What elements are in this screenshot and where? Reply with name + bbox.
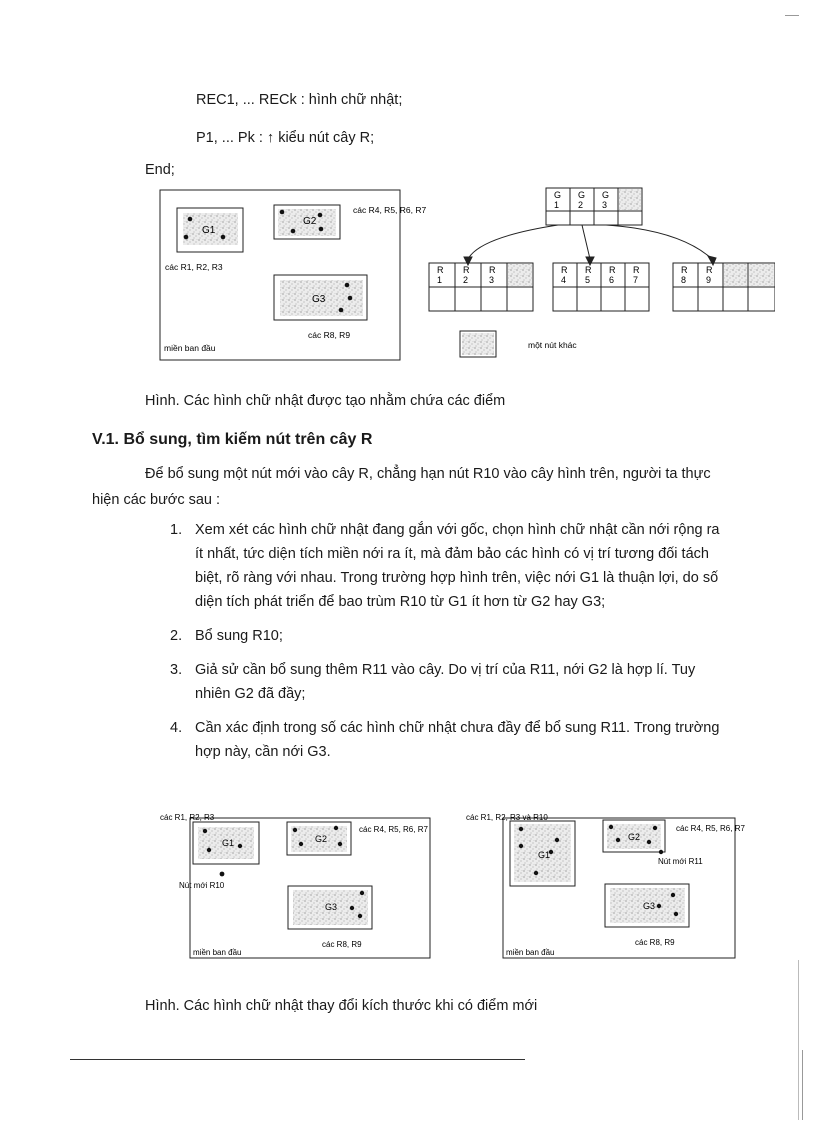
svg-text:5: 5 bbox=[585, 275, 591, 285]
list-item: 2. Bổ sung R10; bbox=[170, 628, 283, 644]
svg-text:3: 3 bbox=[602, 200, 608, 210]
svg-text:R: R bbox=[437, 265, 444, 275]
end-keyword: End; bbox=[145, 162, 175, 178]
svg-text:G2: G2 bbox=[628, 832, 641, 842]
svg-text:R: R bbox=[463, 265, 470, 275]
steps-list bbox=[170, 518, 720, 774]
svg-text:G: G bbox=[554, 190, 562, 200]
rec-declaration: REC1, ... RECk : hình chữ nhật; bbox=[196, 92, 403, 108]
pointer-declaration: P1, ... Pk : ↑ kiểu nút cây R; bbox=[196, 130, 375, 146]
section-heading: V.1. Bổ sung, tìm kiếm nút trên cây R bbox=[92, 431, 373, 448]
svg-text:các R4, R5, R6, R7: các R4, R5, R6, R7 bbox=[359, 825, 428, 834]
svg-text:2: 2 bbox=[578, 200, 584, 210]
svg-text:G3: G3 bbox=[643, 901, 656, 911]
svg-text:G1: G1 bbox=[222, 838, 235, 848]
scan-mark bbox=[785, 15, 799, 16]
svg-text:các R1, R2, R3 và R10: các R1, R2, R3 và R10 bbox=[466, 813, 548, 822]
legend-label: một nút khác bbox=[528, 340, 577, 350]
svg-text:G: G bbox=[602, 190, 610, 200]
svg-text:4: 4 bbox=[561, 275, 567, 285]
tree-arrows bbox=[464, 225, 716, 265]
svg-text:8: 8 bbox=[681, 275, 687, 285]
g2-label: G2 bbox=[303, 216, 317, 227]
leaf-node-2 bbox=[553, 263, 649, 311]
svg-text:R: R bbox=[681, 265, 688, 275]
svg-text:2: 2 bbox=[463, 275, 469, 285]
svg-text:miền ban đầu: miền ban đầu bbox=[506, 948, 555, 957]
svg-text:3: 3 bbox=[489, 275, 495, 285]
scan-edge bbox=[798, 960, 799, 1120]
root-node bbox=[546, 188, 642, 225]
region-label: miền ban đầu bbox=[164, 343, 216, 353]
svg-text:9: 9 bbox=[706, 275, 712, 285]
svg-text:G2: G2 bbox=[315, 834, 328, 844]
list-item: 1. Xem xét các hình chữ nhật đang gắn với gốc, chọn hình chữ nhật cần nới rộng ra ít nhất, tức diện tích miền nới ra ít, mà đảm bảo các hình có vị trí tương đối tách biệt, rõ ràng với nhau. Trong trường hợp hình trên, việc nới G1 là thuận lợi, do số diện tích phát triển để bao trùm R10 từ G1 ít hơn từ G2 hay G3; bbox=[170, 522, 720, 610]
figure2-left bbox=[160, 810, 450, 962]
svg-text:các R8, R9: các R8, R9 bbox=[322, 940, 362, 949]
svg-text:R: R bbox=[633, 265, 640, 275]
svg-text:các R4, R5, R6, R7: các R4, R5, R6, R7 bbox=[676, 824, 745, 833]
g3-label: G3 bbox=[312, 294, 326, 305]
list-item: 4. Cần xác định trong số các hình chữ nhật chưa đầy để bổ sung R11. Trong trường hợp này, cần nới G3. bbox=[170, 720, 720, 760]
svg-text:R: R bbox=[585, 265, 592, 275]
svg-text:các R8, R9: các R8, R9 bbox=[635, 938, 675, 947]
figure2-caption: Hình. Các hình chữ nhật thay đổi kích thước khi có điểm mới bbox=[145, 998, 538, 1014]
svg-text:G: G bbox=[578, 190, 586, 200]
svg-text:6: 6 bbox=[609, 275, 615, 285]
svg-text:Nút mới R11: Nút mới R11 bbox=[658, 857, 703, 866]
svg-text:R: R bbox=[609, 265, 616, 275]
r123-label: các R1, R2, R3 bbox=[165, 262, 223, 272]
svg-text:miền ban đầu: miền ban đầu bbox=[193, 948, 242, 957]
svg-text:7: 7 bbox=[633, 275, 639, 285]
figure2-right bbox=[463, 810, 763, 962]
r89-label: các R8, R9 bbox=[308, 330, 351, 340]
g1-label: G1 bbox=[202, 225, 216, 236]
leaf-node-1 bbox=[429, 263, 533, 311]
svg-text:R: R bbox=[561, 265, 568, 275]
footer-rule bbox=[70, 1059, 525, 1060]
svg-text:G1: G1 bbox=[538, 850, 551, 860]
svg-text:1: 1 bbox=[554, 200, 560, 210]
r4567-label: các R4, R5, R6, R7 bbox=[353, 205, 427, 215]
rtree-figure bbox=[150, 185, 775, 365]
svg-text:các R1, R2, R3: các R1, R2, R3 bbox=[160, 813, 215, 822]
list-item: 3. Giả sử cần bổ sung thêm R11 vào cây. Do vị trí của R11, nới G2 là hợp lí. Tuy nhiên G2 đã đầy; bbox=[170, 662, 696, 702]
scan-edge bbox=[802, 1050, 803, 1120]
svg-text:R: R bbox=[489, 265, 496, 275]
figure1-caption: Hình. Các hình chữ nhật được tạo nhằm chứa các điểm bbox=[145, 393, 506, 409]
svg-text:1: 1 bbox=[437, 275, 443, 285]
leaf-node-3 bbox=[673, 263, 775, 311]
svg-text:G3: G3 bbox=[325, 902, 338, 912]
intro-paragraph: Để bổ sung một nút mới vào cây R, chẳng hạn nút R10 vào cây hình trên, người ta thực hiện các bước sau : bbox=[92, 466, 711, 508]
svg-text:Nút mới R10: Nút mới R10 bbox=[179, 881, 225, 890]
svg-text:R: R bbox=[706, 265, 713, 275]
